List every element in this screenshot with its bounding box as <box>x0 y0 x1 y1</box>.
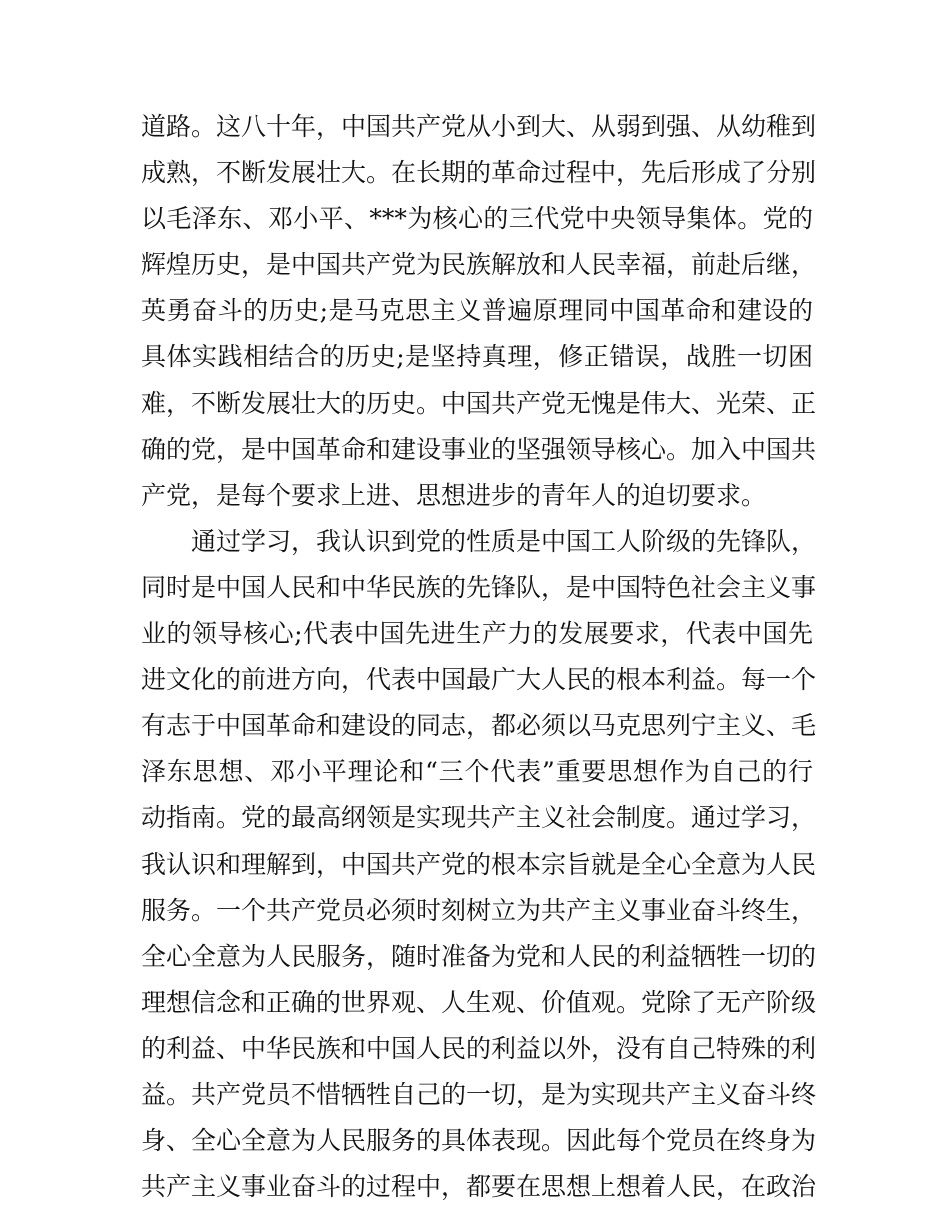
text-line: 身、全心全意为人民服务的具体表现。因此每个党员在终身为 <box>141 1126 817 1156</box>
text-line: 英勇奋斗的历史;是马克思主义普遍原理同中国革命和建设的 <box>141 296 813 326</box>
text-line: 益。共产党员不惜牺牲自己的一切，是为实现共产主义奋斗终 <box>141 1079 817 1109</box>
body-text <box>141 104 817 1210</box>
text-line: 有志于中国革命和建设的同志，都必须以马克思列宁主义、毛 <box>141 711 817 741</box>
text-line: 全心全意为人民服务，随时准备为党和人民的利益牺牲一切的 <box>141 941 817 971</box>
paragraph-first-line: 通过学习，我认识到党的性质是中国工人阶级的先锋队， <box>191 526 817 556</box>
text-line: 辉煌历史，是中国共产党为民族解放和人民幸福，前赴后继， <box>141 250 817 280</box>
text-line: 我认识和理解到，中国共产党的根本宗旨就是全心全意为人民 <box>141 849 817 879</box>
text-line: 服务。一个共产党员必须时刻树立为共产主义事业奋斗终生， <box>141 895 817 925</box>
text-line: 动指南。党的最高纲领是实现共产主义社会制度。通过学习， <box>141 803 817 833</box>
text-line: 确的党，是中国革命和建设事业的坚强领导核心。加入中国共 <box>141 434 817 464</box>
text-line: 进文化的前进方向，代表中国最广大人民的根本利益。每一个 <box>141 665 817 695</box>
text-line: 业的领导核心;代表中国先进生产力的发展要求，代表中国先 <box>141 619 813 649</box>
text-line: 共产主义事业奋斗的过程中，都要在思想上想着人民，在政治 <box>141 1172 817 1202</box>
text-line: 难，不断发展壮大的历史。中国共产党无愧是伟大、光荣、正 <box>141 388 817 418</box>
text-line: 理想信念和正确的世界观、人生观、价值观。党除了无产阶级 <box>141 987 817 1017</box>
text-line: 的利益、中华民族和中国人民的利益以外，没有自己特殊的利 <box>141 1033 817 1063</box>
text-line: 成熟，不断发展壮大。在长期的革命过程中，先后形成了分别 <box>141 158 817 188</box>
text-line: 以毛泽东、邓小平、***为核心的三代党中央领导集体。党的 <box>141 204 813 234</box>
text-line: 道路。这八十年，中国共产党从小到大、从弱到强、从幼稚到 <box>141 112 817 141</box>
text-line: 同时是中国人民和中华民族的先锋队，是中国特色社会主义事 <box>141 572 817 602</box>
paragraph-end-line: 产党，是每个要求上进、思想进步的青年人的迫切要求。 <box>141 480 767 510</box>
text-line: 具体实践相结合的历史;是坚持真理，修正错误，战胜一切困 <box>141 342 813 372</box>
text-line: 泽东思想、邓小平理论和“三个代表”重要思想作为自己的行 <box>141 757 813 787</box>
